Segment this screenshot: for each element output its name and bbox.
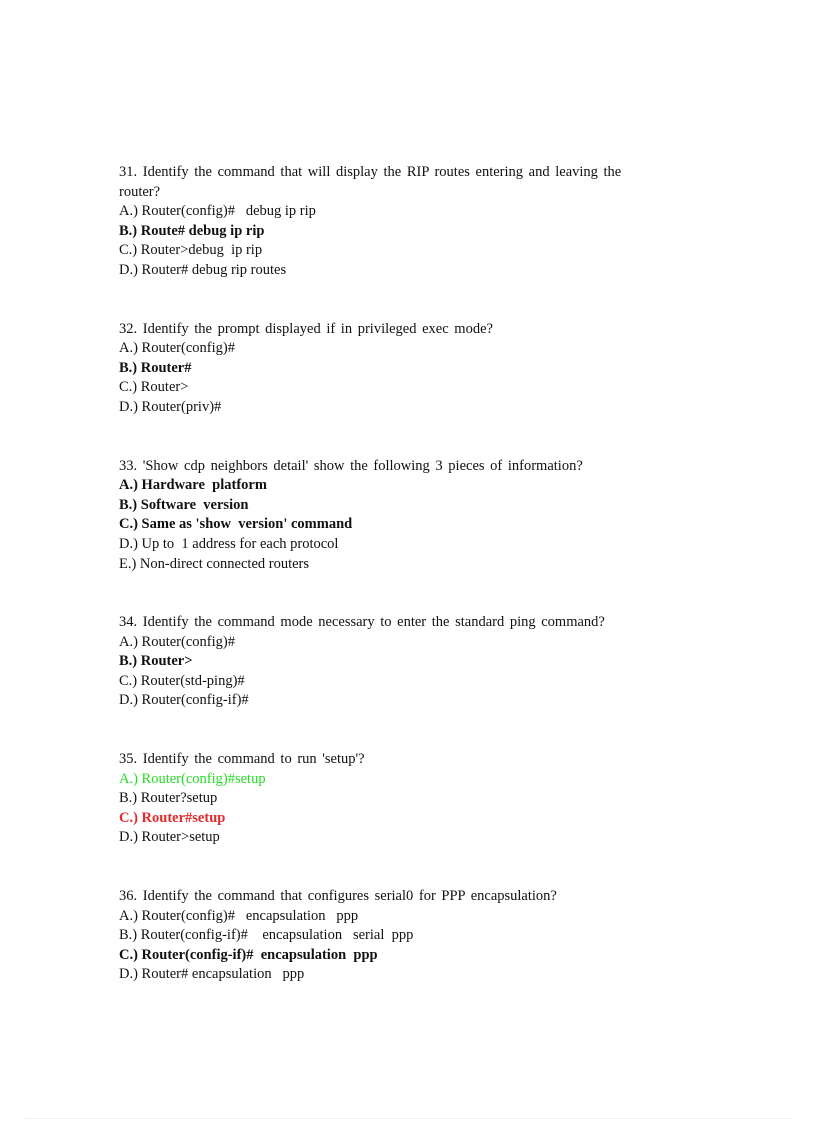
option-b: B.) Router?setup — [119, 790, 218, 807]
option-a: A.) Router(config)# — [119, 633, 235, 650]
option-c: C.) Router(std-ping)# — [119, 672, 245, 689]
option-a: A.) Router(config)# — [119, 340, 235, 357]
option-c: C.) Router(config-if)# encapsulation ppp — [119, 946, 378, 963]
option-c: C.) Router> — [119, 379, 189, 396]
page-bottom-divider — [24, 1118, 792, 1119]
option-a: A.) Router(config)# debug ip rip — [119, 203, 316, 220]
question-stem: 35. Identify the command to run 'setup'? — [119, 751, 365, 768]
question-stem: 31. Identify the command that will display the RIP routes entering and leaving the router? — [119, 164, 622, 200]
option-d: D.) Router(config-if)# — [119, 692, 249, 709]
option-a: A.) Hardware platform — [119, 477, 267, 494]
option-c: C.) Router#setup — [119, 809, 226, 826]
question-34 — [119, 613, 639, 711]
option-b: B.) Router(config-if)# encapsulation serial ppp — [119, 927, 414, 944]
option-a: A.) Router(config)# encapsulation ppp — [119, 907, 359, 924]
question-32 — [119, 320, 639, 418]
option-d: D.) Up to 1 address for each protocol — [119, 535, 339, 552]
option-d: D.) Router>setup — [119, 829, 220, 846]
option-b: B.) Route# debug ip rip — [119, 222, 265, 239]
question-stem: 32. Identify the prompt displayed if in privileged exec mode? — [119, 320, 493, 337]
question-stem: 33. 'Show cdp neighbors detail' show the following 3 pieces of information? — [119, 457, 583, 474]
option-b: B.) Software version — [119, 496, 249, 513]
question-35 — [119, 750, 639, 848]
question-stem: 34. Identify the command mode necessary to enter the standard ping command? — [119, 614, 605, 631]
option-d: D.) Router# encapsulation ppp — [119, 966, 305, 983]
quiz-content — [119, 163, 639, 985]
option-b: B.) Router> — [119, 653, 193, 670]
question-31 — [119, 163, 639, 281]
option-c: C.) Router>debug ip rip — [119, 242, 263, 259]
question-36 — [119, 887, 639, 985]
option-b: B.) Router# — [119, 359, 192, 376]
option-d: D.) Router# debug rip routes — [119, 261, 287, 278]
question-stem: 36. Identify the command that configures serial0 for PPP encapsulation? — [119, 888, 557, 905]
option-c: C.) Same as 'show version' command — [119, 516, 353, 533]
option-d: D.) Router(priv)# — [119, 398, 222, 415]
option-e: E.) Non-direct connected routers — [119, 555, 310, 572]
option-a: A.) Router(config)#setup — [119, 770, 266, 787]
question-33 — [119, 457, 639, 575]
